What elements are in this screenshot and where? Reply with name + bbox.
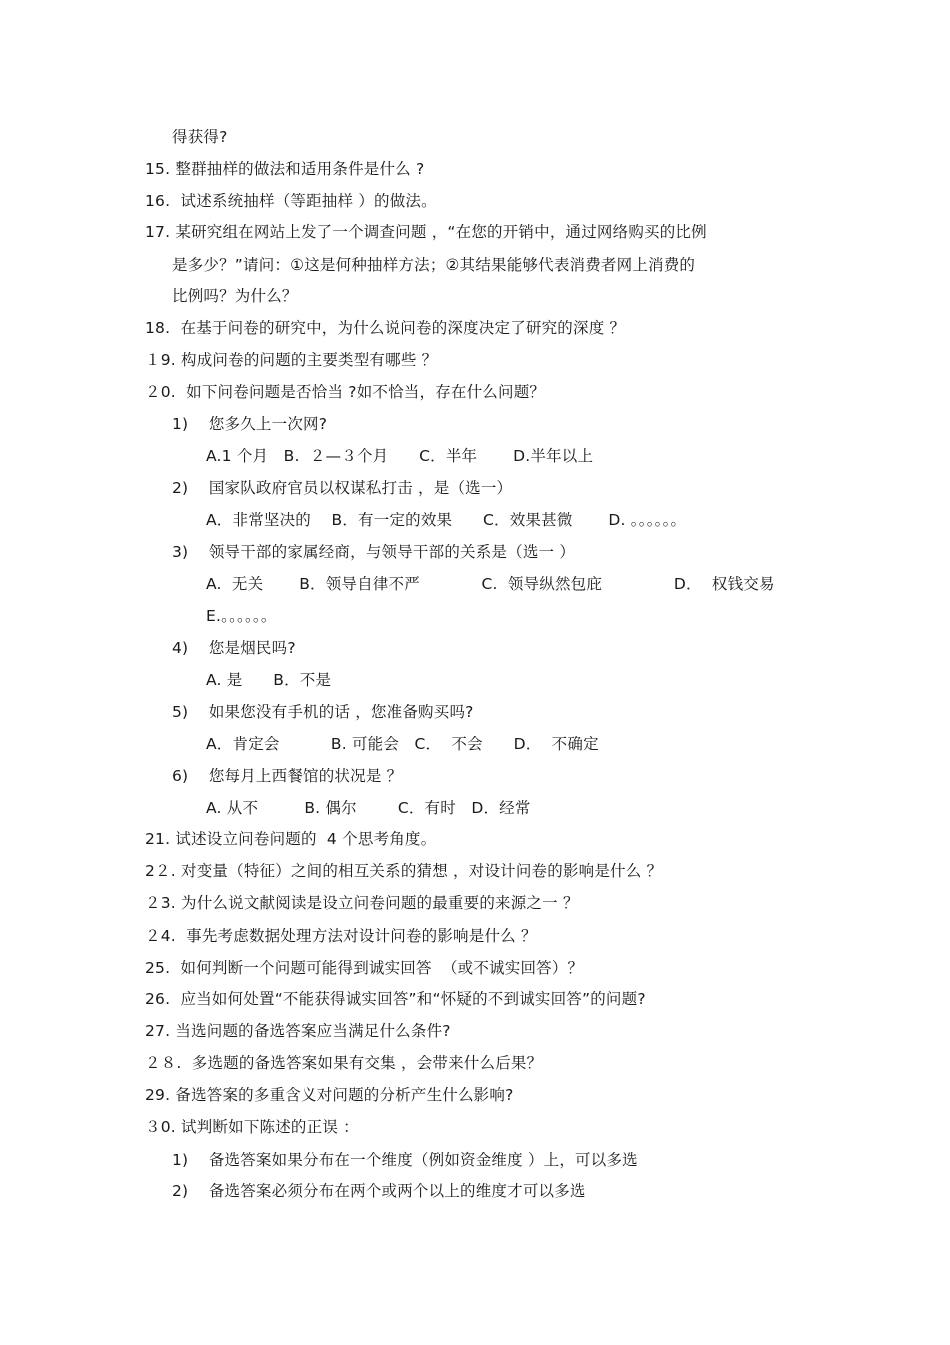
options-20-3-cont: E.。。。。。。	[206, 607, 277, 625]
question-29: 29. 备选答案的多重含义对问题的分析产生什么影响?	[145, 1086, 514, 1104]
question-16: 16. 试述系统抽样（等距抽样 ）的做法。	[145, 192, 437, 210]
options-20-1: A.1 个月 B. ２—３个月 C．半年 D.半年以上	[206, 447, 594, 465]
options-20-6: A. 从不 B. 偶尔 C．有时 D．经常	[206, 799, 531, 817]
options-20-3: A. 无关 B．领导自律不严 C. 领导纵然包庇 D． 权钱交易	[206, 575, 775, 593]
options-20-5: A．肯定会 B. 可能会 C． 不会 D． 不确定	[206, 735, 599, 753]
subquestion-20-2: 2) 国家队政府官员以权谋私打击 ，是（选一）	[172, 479, 513, 497]
question-18: 18. 在基于问卷的研究中，为什么说问卷的深度决定了研究的深度 ？	[145, 319, 626, 337]
question-30: ３0. 试判断如下陈述的正误 ：	[145, 1118, 359, 1136]
subquestion-20-1: 1) 您多久上一次网?	[172, 415, 328, 433]
options-20-4: A. 是 B．不是	[206, 671, 332, 689]
subquestion-20-5: 5) 如果您没有手机的话 ，您准备购买吗?	[172, 703, 474, 721]
question-15: 15. 整群抽样的做法和适用条件是什么 ?	[145, 160, 425, 178]
subquestion-30-2: 2) 备选答案必须分布在两个或两个以上的维度才可以多选	[172, 1182, 586, 1200]
question-23: ２3. 为什么说文献阅读是设立问卷问题的最重要的来源之一 ？	[145, 894, 579, 912]
question-27: 27. 当选问题的备选答案应当满足什么条件?	[145, 1022, 451, 1040]
question-24: ２4. 事先考虑数据处理方法对设计问卷的影响是什么 ？	[145, 927, 537, 945]
text-line-continuation: 得获得?	[172, 128, 228, 146]
subquestion-20-4: 4) 您是烟民吗?	[172, 639, 296, 657]
question-17-cont-2: 比例吗？为什么？	[172, 287, 298, 305]
options-20-2: A．非常坚决的 B．有一定的效果 C．效果甚微 D. 。。。。。。	[206, 511, 687, 529]
subquestion-20-3: 3) 领导干部的家属经商，与领导干部的关系是（选一 ）	[172, 543, 576, 561]
question-25: 25. 如何判断一个问题可能得到诚实回答 （或不诚实回答）？	[145, 959, 584, 977]
question-22: 2２. 对变量（特征）之间的相互关系的猜想 ，对设计问卷的影响是什么 ？	[145, 862, 663, 880]
question-21: 21. 试述设立问卷问题的 4 个思考角度。	[145, 830, 437, 848]
question-20: ２0. 如下问卷问题是否恰当 ?如不恰当，存在什么问题？	[145, 383, 546, 401]
question-26: 26. 应当如何处置“不能获得诚实回答”和“怀疑的不到诚实回答”的问题?	[145, 990, 646, 1008]
question-28: ２８. 多选题的备选答案如果有交集 ，会带来什么后果？	[145, 1054, 543, 1072]
question-17-cont-1: 是多少？”请问：①这是何种抽样方法；②其结果能够代表消费者网上消费的	[172, 256, 696, 274]
subquestion-30-1: 1) 备选答案如果分布在一个维度（例如资金维度 ）上，可以多选	[172, 1151, 638, 1169]
subquestion-20-6: 6) 您每月上西餐馆的状况是 ？	[172, 767, 403, 785]
question-17: 17. 某研究组在网站上发了一个调查问题 ，“在您的开销中，通过网络购买的比例	[145, 223, 707, 241]
question-19: １9. 构成问卷的问题的主要类型有哪些 ？	[145, 351, 438, 369]
